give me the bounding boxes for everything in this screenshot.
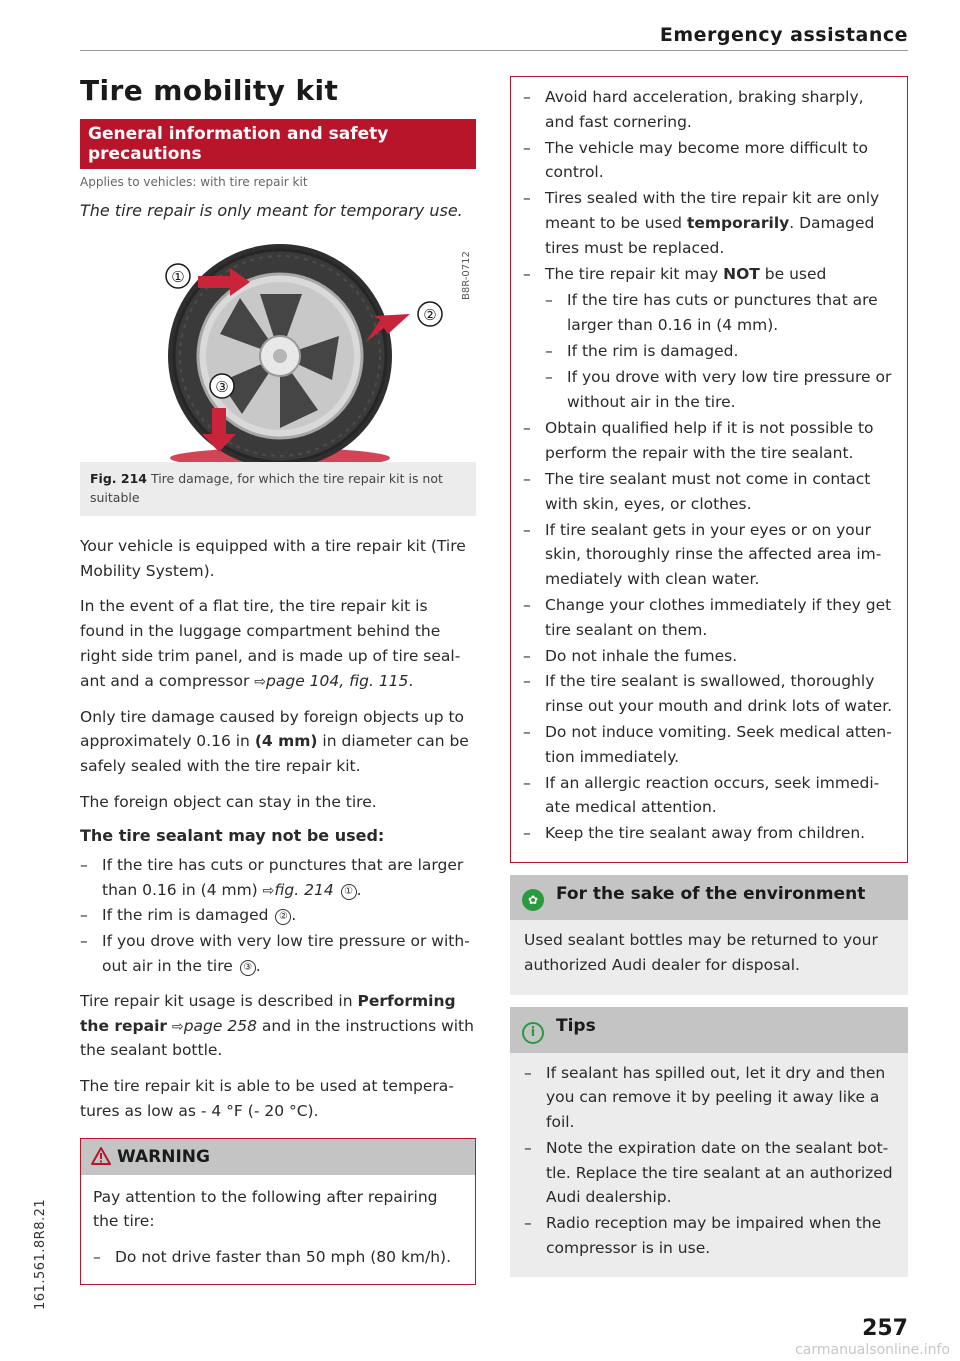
applies-note: Applies to vehicles: with tire repair kit <box>80 175 308 189</box>
list-item: – Change your clothes immediately if they get tire sealant on them. <box>523 593 895 643</box>
tips-title: Tips <box>556 1015 596 1036</box>
tips-body <box>510 1053 908 1277</box>
tips-list <box>524 1061 894 1261</box>
paragraph: Only tire damage caused by foreign objects up to approximately 0.16 in (4 mm) in diameter can be safely sealed with the tire repair kit. <box>80 707 469 776</box>
section-subtitle: General information and safety precautions <box>80 119 476 169</box>
list-item: – The vehicle may become more difficult to control. <box>523 136 895 186</box>
warning-continued-list <box>523 85 895 846</box>
tips-box <box>510 1007 908 1277</box>
warning-intro: Pay attention to the following after repairing the tire: <box>93 1187 438 1231</box>
figure-caption-label: Fig. 214 <box>90 471 147 486</box>
not-used-list <box>80 853 476 979</box>
watermark: carmanualsonline.info <box>795 1342 950 1358</box>
environment-box <box>510 875 908 995</box>
paragraph: The tire repair kit is able to be used at temperatures as low as - 4 °F (- 20 °C). <box>80 1077 454 1120</box>
warning-box <box>80 1138 476 1285</box>
list-item: – Keep the tire sealant away from children. <box>523 821 895 846</box>
list-item: – Radio reception may be impaired when the compressor is in use. <box>524 1211 894 1261</box>
list-item: – The tire sealant must not come in contact with skin, eyes, or clothes. <box>523 467 895 517</box>
header-rule <box>80 50 908 51</box>
list-item: – Avoid hard acceleration, braking sharply, and fast cornering. <box>523 85 895 135</box>
figure-caption-text: Tire damage, for which the tire repair kit is not suitable <box>90 471 443 506</box>
list-item: – If an allergic reaction occurs, seek immediate medical attention. <box>523 771 895 821</box>
callout-1-label: ① <box>171 268 185 286</box>
list-item: – If the rim is damaged. <box>545 339 895 364</box>
not-used-heading: The tire sealant may not be used: <box>80 825 385 845</box>
list-item: – If tire sealant gets in your eyes or on your skin, thoroughly rinse the affected area immediately with clean water. <box>523 518 895 592</box>
figure-reference-link[interactable]: fig. 214 <box>274 880 334 899</box>
arrow-right-icon: ⇨ <box>262 882 275 899</box>
info-icon: i <box>522 1022 544 1044</box>
list-item: – Do not drive faster than 50 mph (80 km/h). <box>93 1245 463 1270</box>
list-item: – If the tire has cuts or punctures that are larger than 0.16 in (4 mm). <box>545 288 895 338</box>
list-item: – If the tire has cuts or punctures that are larger than 0.16 in (4 mm) ⇨fig. 214 ① . <box>80 853 476 903</box>
list-item: – Obtain qualified help if it is not possible to perform the repair with the tire sealant. <box>523 416 895 466</box>
paragraph: The foreign object can stay in the tire. <box>80 792 377 811</box>
list-item: – The tire repair kit may NOT be used – If the tire has cuts or punctures that are larger than 0.16 in (4 mm). – If the rim is damaged. – If you drove with very low tire pressure or without air in the tire. <box>523 262 895 415</box>
figure-caption <box>80 462 476 516</box>
paragraph: Your vehicle is equipped with a tire repair kit (Tire Mobility System). <box>80 536 466 580</box>
arrow-right-icon: ⇨ <box>254 673 267 690</box>
paragraph: In the event of a flat tire, the tire repair kit is found in the luggage compartment behind the right side trim panel, and is made up of tire sealant and a compressor ⇨page 104, fig. 115. <box>80 597 461 690</box>
page-reference-link[interactable]: page 104, fig. 115 <box>266 671 409 690</box>
warning-continued-box <box>510 76 908 863</box>
page-number: 257 <box>862 1316 908 1341</box>
section-header: Emergency assistance <box>659 24 908 46</box>
intro-text: The tire repair is only meant for temporary use. <box>80 201 463 220</box>
document-code: 161.561.8R8.21 <box>33 1198 48 1310</box>
callout-ref: ② <box>275 909 291 925</box>
environment-leaf-icon: ✿ <box>522 889 544 911</box>
warning-title: WARNING <box>117 1146 210 1167</box>
list-item: – If the rim is damaged ② . <box>80 903 476 928</box>
list-item: – Do not inhale the fumes. <box>523 644 895 669</box>
warning-body <box>81 1175 475 1284</box>
warning-list <box>93 1245 463 1270</box>
callout-3-label: ③ <box>215 378 229 396</box>
warning-header <box>81 1139 475 1175</box>
figure-code: B8R-0712 <box>461 251 472 300</box>
list-item: – Do not induce vomiting. Seek medical attention immediately. <box>523 720 895 770</box>
environment-text: Used sealant bottles may be returned to your authorized Audi dealer for disposal. <box>524 930 878 974</box>
list-item: – Tires sealed with the tire repair kit are only meant to be used temporarily. Damaged tires must be replaced. <box>523 186 895 260</box>
callout-2-label: ② <box>423 306 437 324</box>
arrow-right-icon: ⇨ <box>171 1018 184 1035</box>
sub-list <box>545 288 895 414</box>
page-reference-link[interactable]: page 258 <box>183 1016 257 1035</box>
list-item: – If the tire sealant is swallowed, thoroughly rinse out your mouth and drink lots of water. <box>523 669 895 719</box>
list-item: – If sealant has spilled out, let it dry and then you can remove it by peeling it away like a foil. <box>524 1061 894 1135</box>
tire-damage-illustration <box>80 238 476 462</box>
figure-214 <box>80 238 476 516</box>
tips-header <box>510 1007 908 1053</box>
paragraph: Tire repair kit usage is described in Performing the repair ⇨page 258 and in the instructions with the sealant bottle. <box>80 991 474 1060</box>
callout-ref: ① <box>341 884 357 900</box>
environment-title: For the sake of the environment <box>556 883 866 904</box>
list-item: – Note the expiration date on the sealant bottle. Replace the tire sealant at an authorized Audi dealership. <box>524 1136 894 1210</box>
warning-triangle-icon <box>91 1147 111 1165</box>
environment-header <box>510 875 908 920</box>
callout-ref: ③ <box>240 960 256 976</box>
list-item: – If you drove with very low tire pressure or without air in the tire ③ . <box>80 929 476 979</box>
environment-body <box>510 920 908 995</box>
page-title: Tire mobility kit <box>80 74 339 107</box>
list-item: – If you drove with very low tire pressure or without air in the tire. <box>545 365 895 415</box>
left-column <box>80 74 476 1285</box>
right-column <box>510 76 908 1277</box>
